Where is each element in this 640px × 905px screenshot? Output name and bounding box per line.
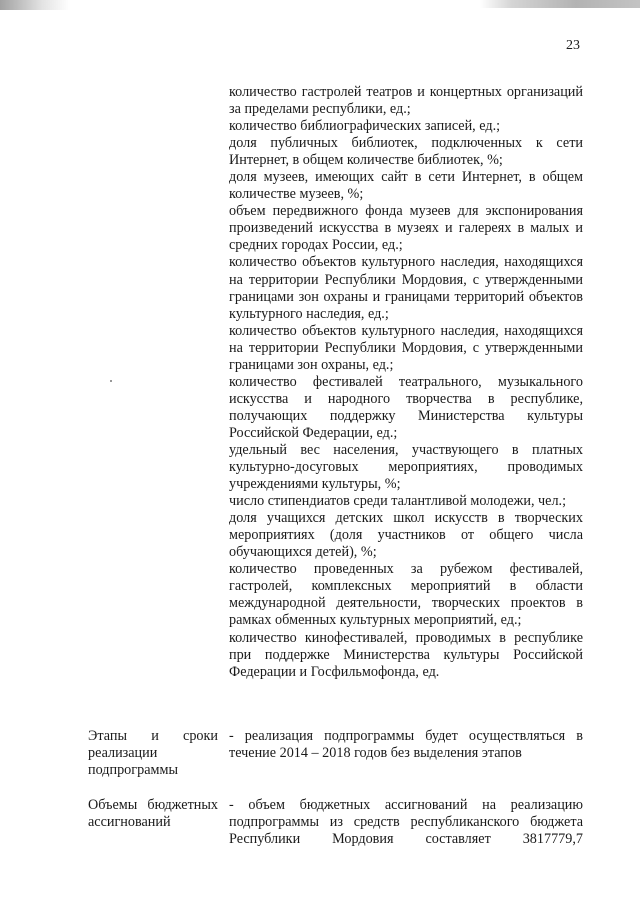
indicator-item: количество гастролей театров и концертных организаций за пределами республики, ед.;: [229, 84, 583, 118]
indicators-list: [229, 84, 583, 681]
scan-artifact-right: [480, 0, 640, 8]
indicator-item: количество фестивалей театрального, музыкального искусства и народного творчества в республике, получающих поддержку Министерства культуры Российской Федерации, ед.;: [229, 373, 583, 441]
volumes-label: Объемы бюджетных ассигнований: [88, 797, 218, 831]
indicator-item: количество проведенных за рубежом фестивалей, гастролей, комплексных мероприятий в области международной деятельности, творческих проектов в рамках обменных культурных мероприятий, ед.;: [229, 561, 583, 629]
indicator-item: объем передвижного фонда музеев для экспонирования произведений искусства в музеях и галереях в малых и средних городах России, ед.;: [229, 203, 583, 254]
scan-artifact-left: [0, 0, 70, 10]
indicator-item: число стипендиатов среди талантливой молодежи, чел.;: [229, 493, 567, 510]
stages-label: Этапы и сроки реализации подпрограммы: [88, 728, 218, 779]
indicator-item: количество объектов культурного наследия, находящихся на территории Республики Мордовия, с утвержденными границами зон охраны и границами территорий объектов культурного наследия, ед.;: [229, 254, 583, 322]
indicator-item: количество кинофестивалей, проводимых в республике при поддержке Министерства культуры Российской Федерации и Госфильмофонда, ед.: [229, 629, 583, 680]
indicator-item: количество библиографических записей, ед.;: [229, 118, 501, 135]
volumes-value: - объем бюджетных ассигнований на реализацию подпрограммы из средств республиканского бюджета Республики Мордовия составляет 3817779,7: [229, 797, 583, 848]
stages-value: - реализация подпрограммы будет осуществляться в течение 2014 – 2018 годов без выделения этапов: [229, 728, 583, 762]
indicator-item: доля учащихся детских школ искусств в творческих мероприятиях (доля участников от общего числа обучающихся детей), %;: [229, 510, 583, 561]
indicator-item: удельный вес населения, участвующего в платных культурно-досуговых мероприятиях, проводимых учреждениями культуры, %;: [229, 441, 583, 493]
scan-speck: [110, 380, 112, 382]
indicator-item: количество объектов культурного наследия, находящихся на территории Республики Мордовия, с утвержденными границами зон охраны, ед.;: [229, 322, 583, 373]
indicator-item: доля музеев, имеющих сайт в сети Интернет, в общем количестве музеев, %;: [229, 169, 583, 203]
page-number: 23: [566, 38, 580, 53]
indicator-item: доля публичных библиотек, подключенных к сети Интернет, в общем количестве библиотек, %;: [229, 135, 583, 169]
